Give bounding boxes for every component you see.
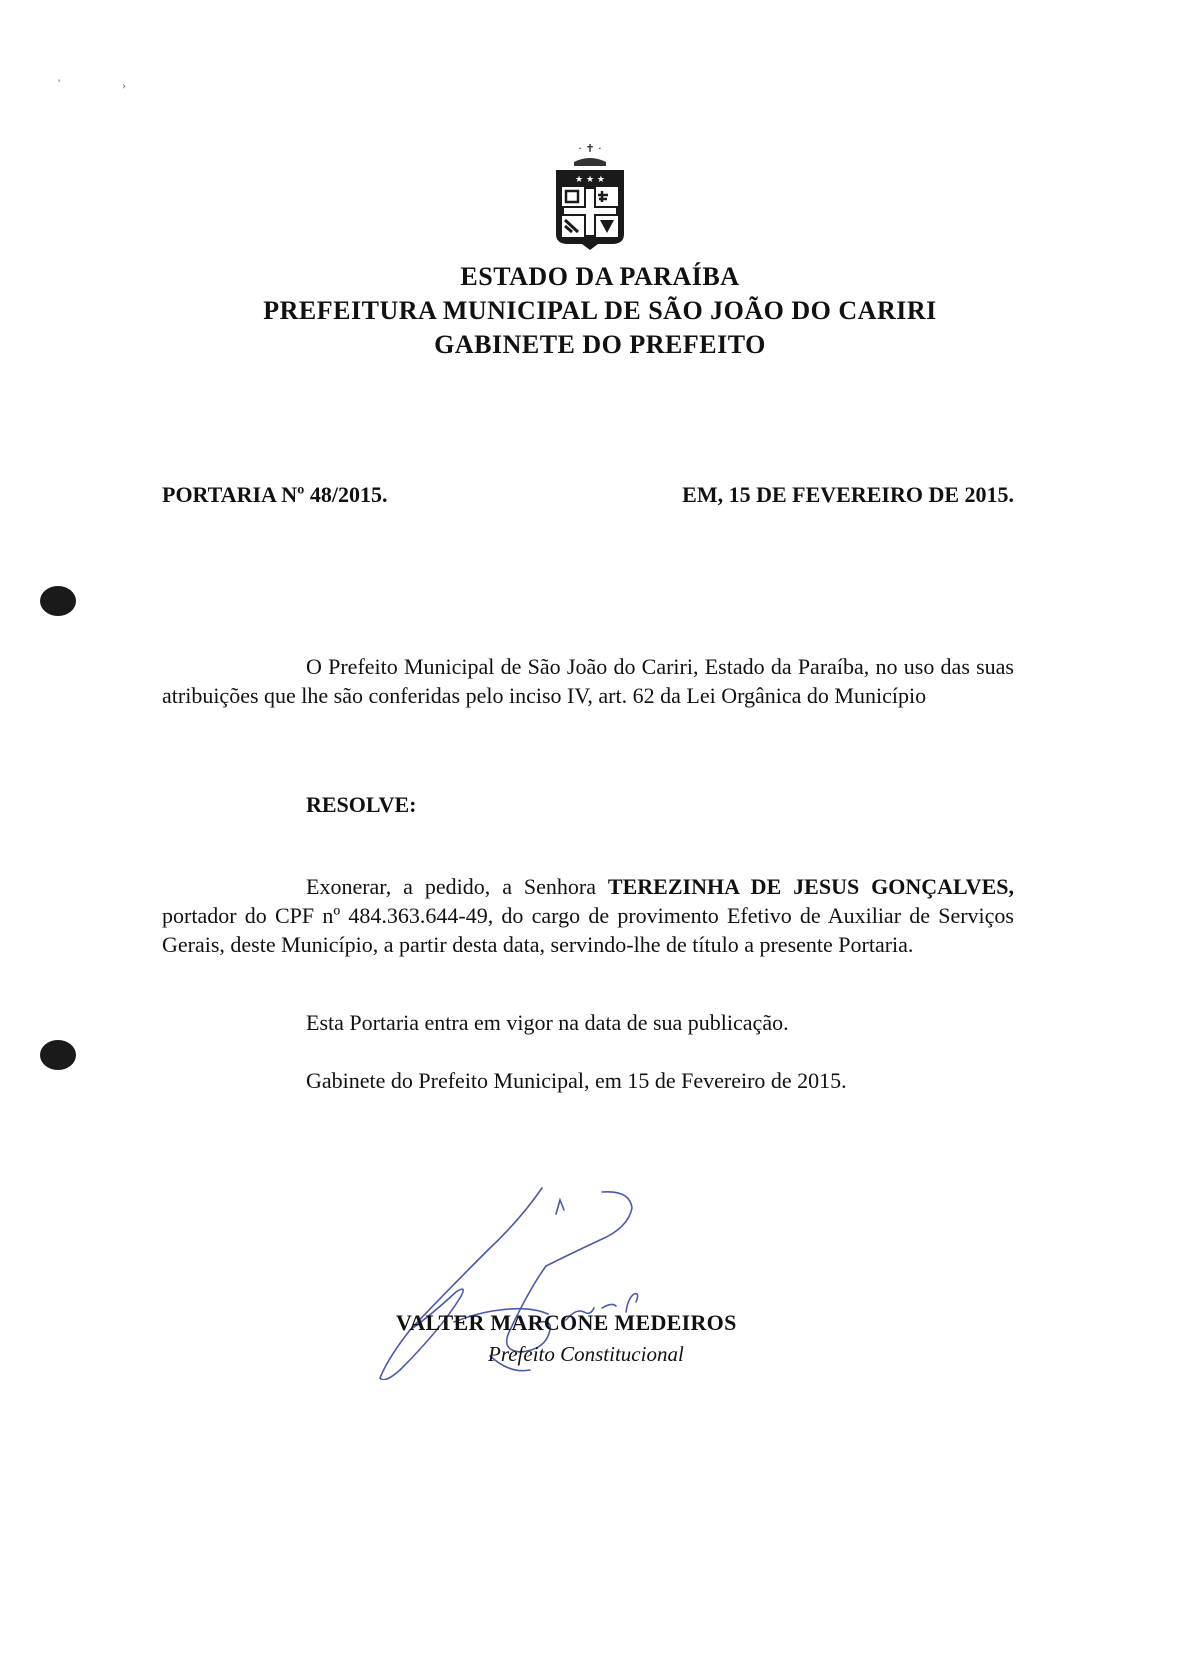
person-name: TEREZINHA DE JESUS GONÇALVES, [607, 874, 1014, 899]
decision-rest: portador do CPF nº 484.363.644-49, do cargo de provimento Efetivo de Auxiliar de Serviços Gerais, deste Município, a partir desta data, servindo-lhe de título a presente Portaria. [162, 903, 1014, 957]
signer-title: Prefeito Constitucional [488, 1342, 684, 1366]
punch-hole [40, 1040, 76, 1070]
letterhead-prefecture: PREFEITURA MUNICIPAL DE SÃO JOÃO DO CARIRI [263, 296, 937, 325]
svg-text:· ✝ ·: · ✝ · [578, 142, 602, 155]
vigor-paragraph: Esta Portaria entra em vigor na data de sua publicação. [306, 1010, 789, 1035]
resolve-label: RESOLVE: [306, 792, 417, 817]
ordinance-date: EM, 15 DE FEVEREIRO DE 2015. [682, 482, 1014, 507]
letterhead-cabinet: GABINETE DO PREFEITO [434, 330, 766, 359]
decision-paragraph [162, 872, 1014, 959]
closing-paragraph: Gabinete do Prefeito Municipal, em 15 de Fevereiro de 2015. [306, 1068, 847, 1093]
coat-of-arms-icon [550, 140, 630, 252]
scan-speck: ' [58, 76, 61, 90]
letterhead-state: ESTADO DA PARAÍBA [460, 262, 740, 291]
signer-name: VALTER MARCONE MEDEIROS [396, 1310, 737, 1335]
decision-lead: Exonerar, a pedido, a Senhora [306, 874, 608, 899]
preamble-paragraph: O Prefeito Municipal de São João do Cariri, Estado da Paraíba, no uso das suas atribuições que lhe são conferidas pelo inciso IV, art. 62 da Lei Orgânica do Município [162, 654, 1014, 708]
scan-speck: › [122, 78, 126, 92]
punch-hole [40, 586, 76, 616]
svg-text:★ ★ ★: ★ ★ ★ [575, 175, 605, 185]
ordinance-number: PORTARIA Nº 48/2015. [162, 482, 388, 507]
